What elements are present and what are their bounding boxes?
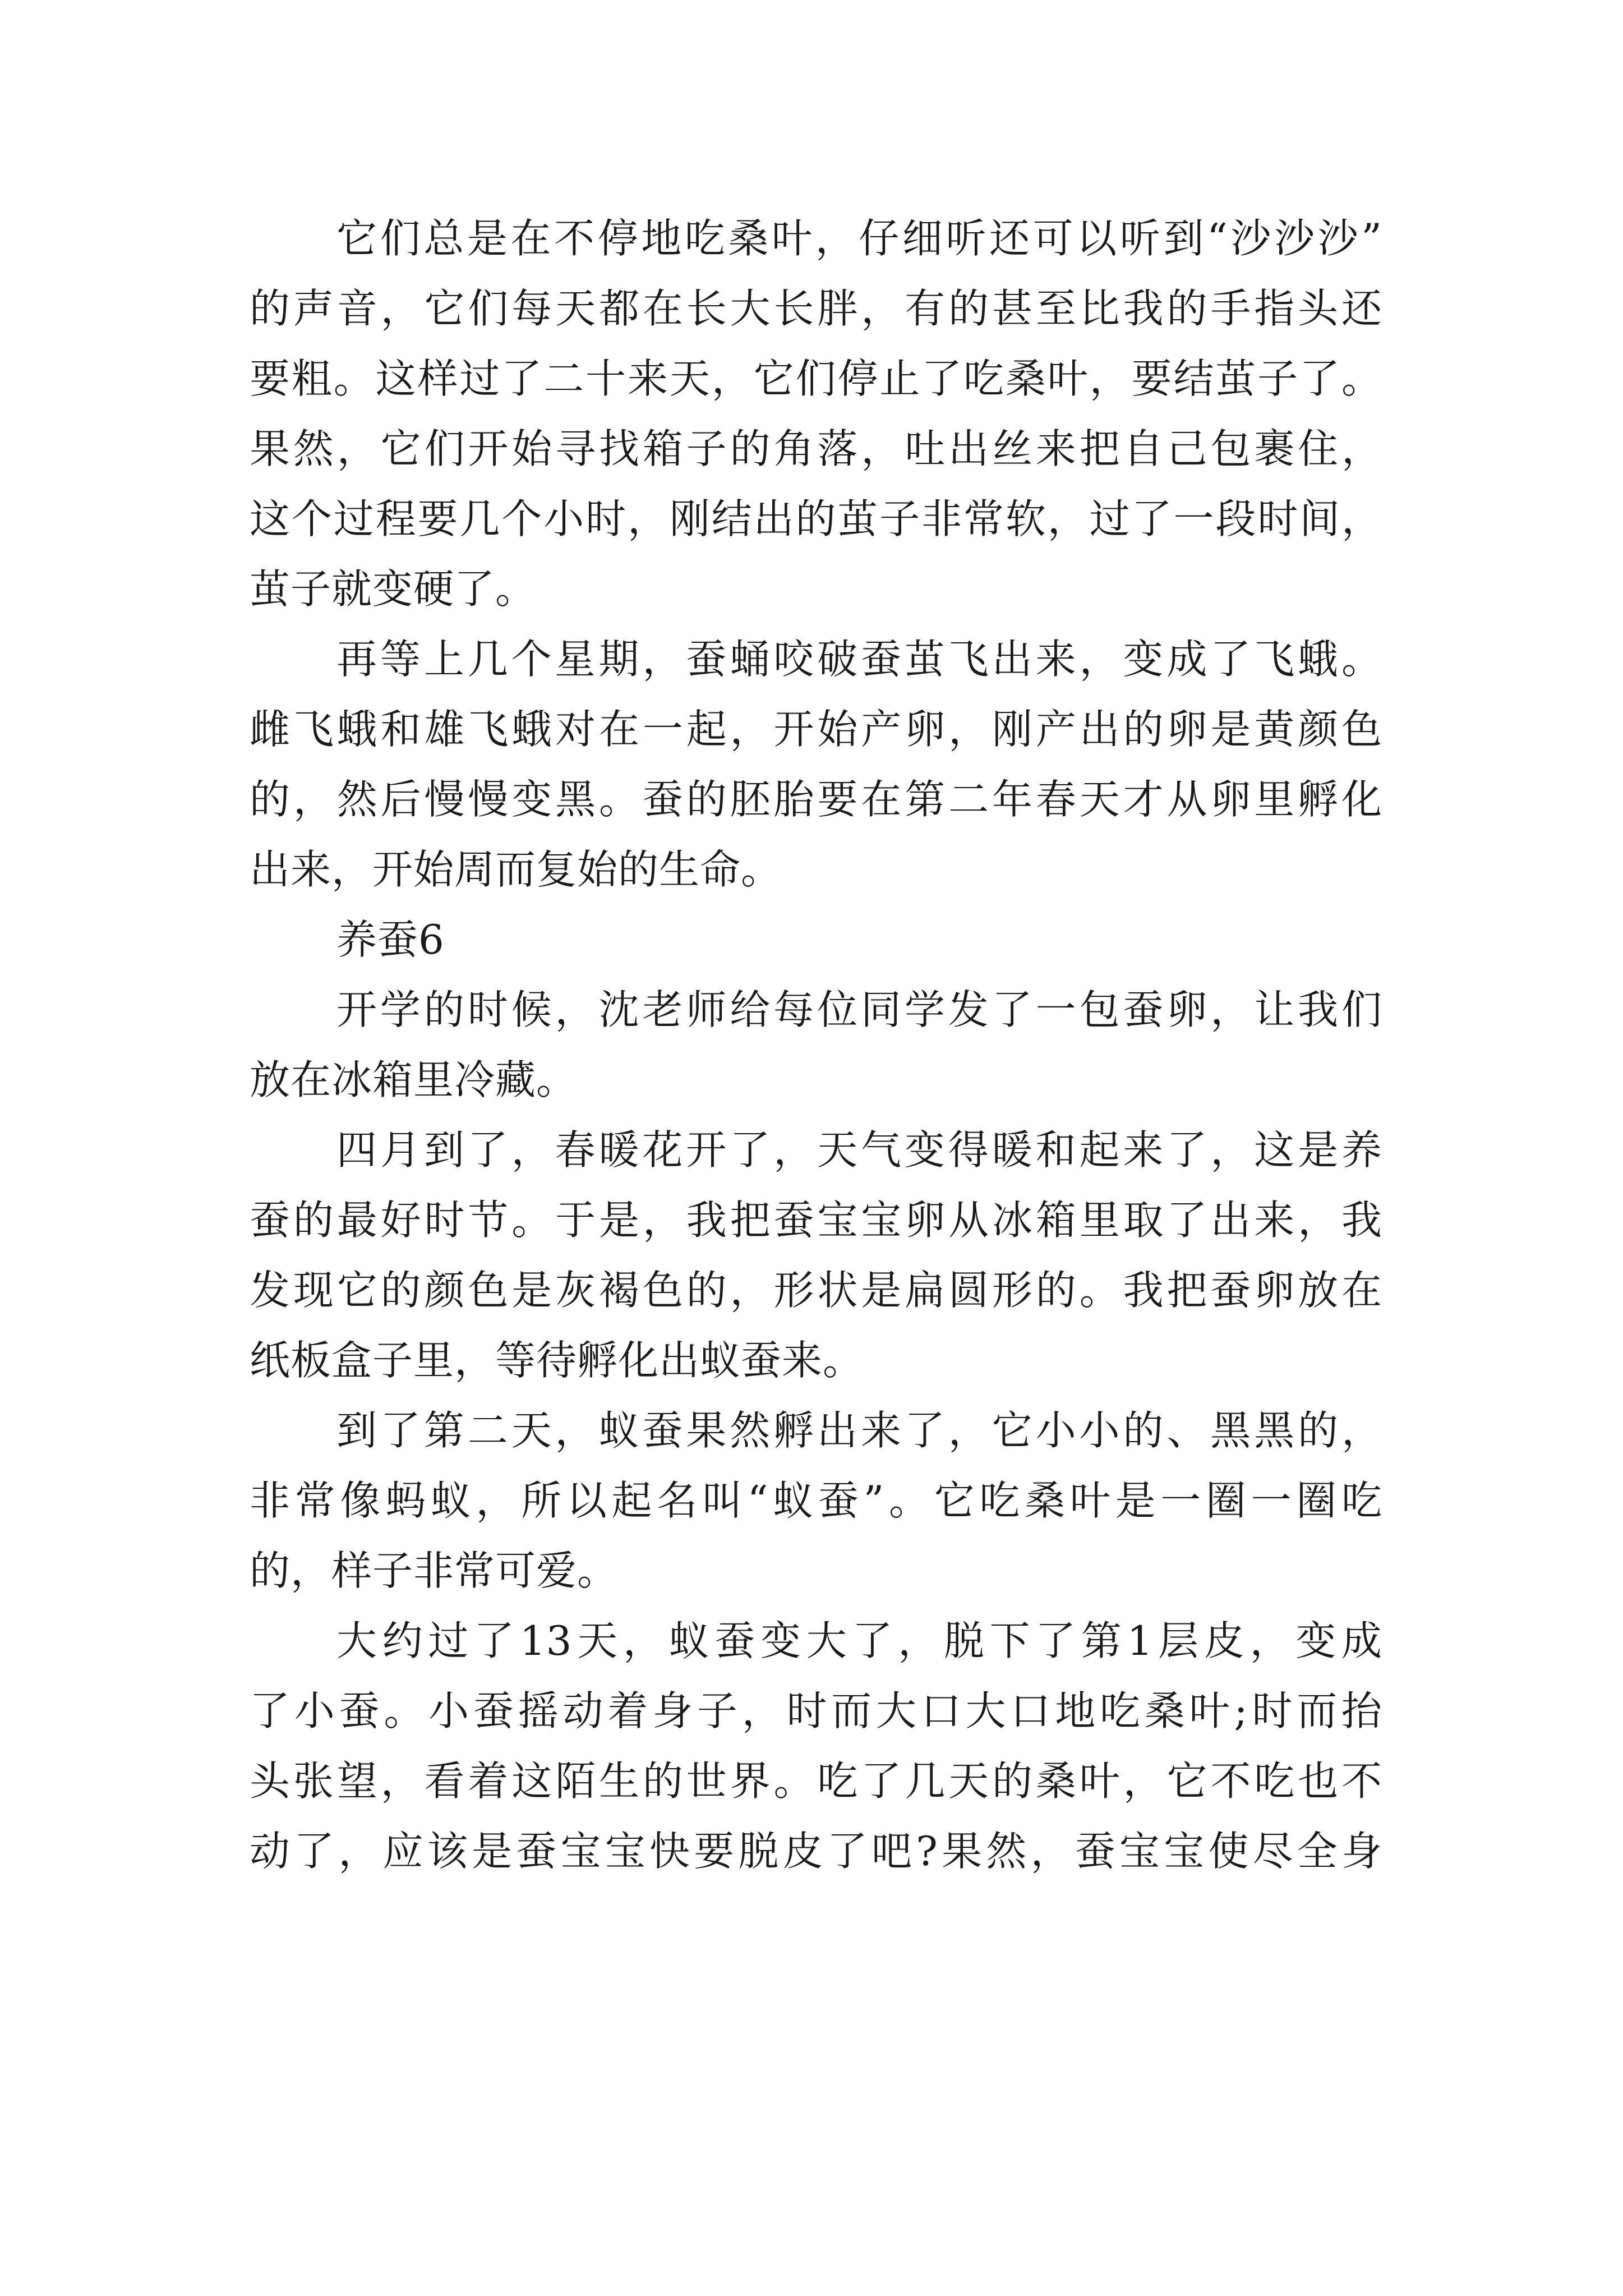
text-line: 四月到了，春暖花开了，天气变得暖和起来了，这是养 (336, 1126, 1382, 1174)
text-line: 了小蚕。小蚕摇动着身子，时而大口大口地吃桑叶;时而抬 (250, 1687, 1382, 1734)
text-line: 再等上几个星期，蚕蛹咬破蚕茧飞出来，变成了飞蛾。 (336, 636, 1382, 683)
text-line: 要粗。这样过了二十来天，它们停止了吃桑叶，要结茧子了。 (250, 355, 1382, 402)
text-line: 大约过了13天，蚁蚕变大了，脱下了第1层皮，变成 (336, 1617, 1382, 1664)
text-line: 开学的时候，沈老师给每位同学发了一包蚕卵，让我们 (336, 986, 1382, 1033)
section-heading: 养蚕6 (336, 916, 445, 963)
text-line: 的声音，它们每天都在长大长胖，有的甚至比我的手指头还 (250, 285, 1382, 332)
text-line: 放在冰箱里冷藏。 (250, 1056, 578, 1103)
text-line: 雌飞蛾和雄飞蛾对在一起，开始产卵，刚产出的卵是黄颜色 (250, 706, 1382, 753)
text-line: 的，样子非常可爱。 (250, 1547, 619, 1594)
text-line: 蚕的最好时节。于是，我把蚕宝宝卵从冰箱里取了出来，我 (250, 1197, 1382, 1244)
text-line: 它们总是在不停地吃桑叶，仔细听还可以听到“沙沙沙” (336, 215, 1382, 262)
text-line: 的，然后慢慢变黑。蚕的胚胎要在第二年春天才从卵里孵化 (250, 776, 1382, 823)
text-line: 纸板盒子里，等待孵化出蚁蚕来。 (250, 1337, 864, 1384)
text-line: 发现它的颜色是灰褐色的，形状是扁圆形的。我把蚕卵放在 (250, 1267, 1382, 1314)
text-line: 出来，开始周而复始的生命。 (250, 846, 782, 893)
text-line: 果然，它们开始寻找箱子的角落，吐出丝来把自己包裹住， (250, 425, 1382, 472)
text-line: 非常像蚂蚁，所以起名叫“蚁蚕”。它吃桑叶是一圈一圈吃 (250, 1477, 1382, 1524)
text-line: 这个过程要几个小时，刚结出的茧子非常软，过了一段时间， (250, 495, 1382, 542)
text-line: 到了第二天，蚁蚕果然孵出来了，它小小的、黑黑的， (336, 1407, 1382, 1454)
text-line: 茧子就变硬了。 (250, 565, 537, 613)
text-line: 头张望，看着这陌生的世界。吃了几天的桑叶，它不吃也不 (250, 1757, 1382, 1805)
text-line: 动了，应该是蚕宝宝快要脱皮了吧?果然，蚕宝宝使尽全身 (250, 1828, 1382, 1875)
